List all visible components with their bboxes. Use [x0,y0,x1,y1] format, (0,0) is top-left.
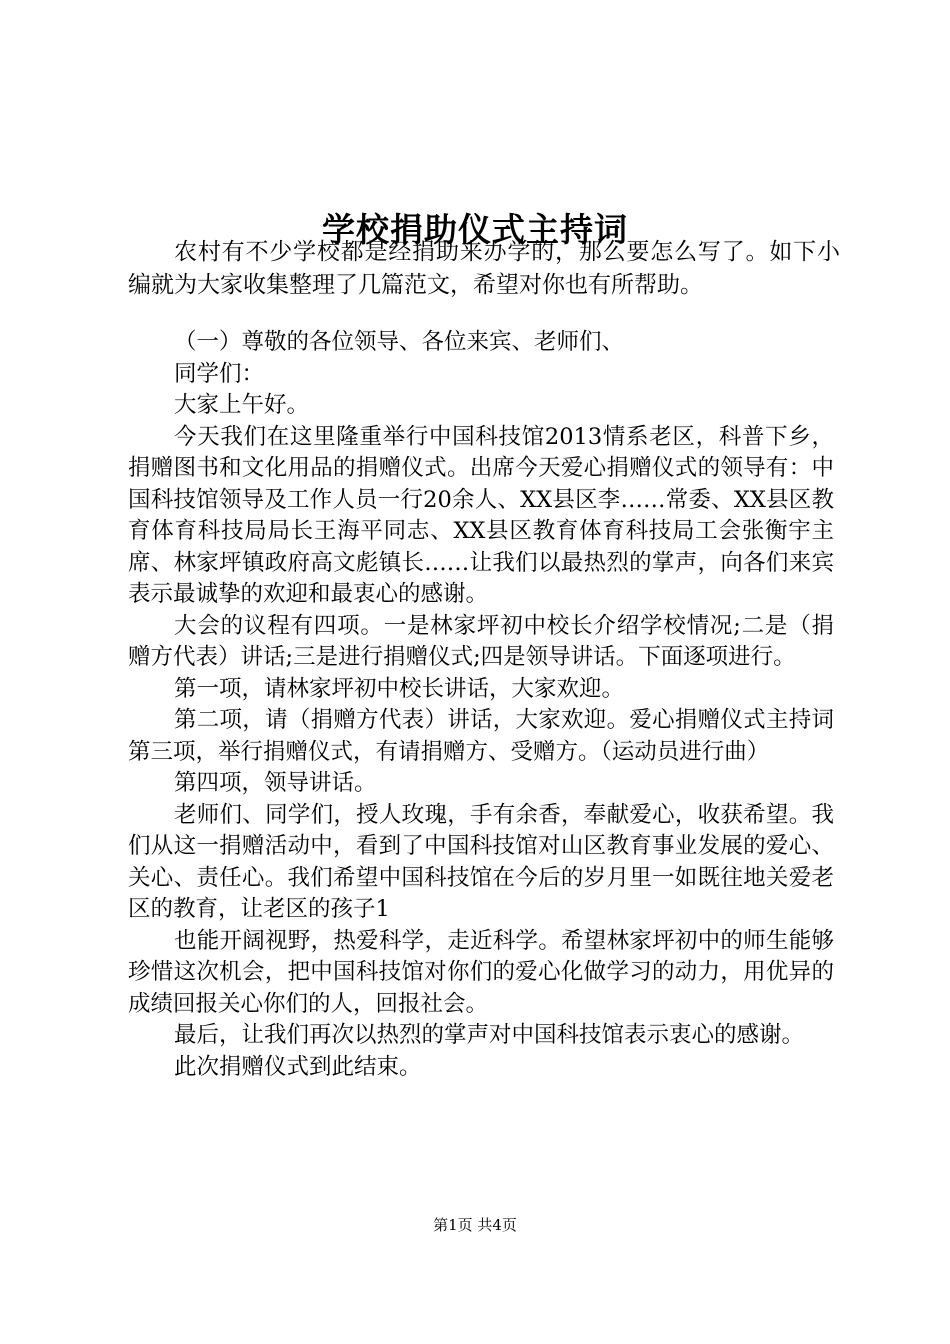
body-paragraph-10: 也能开阔视野，热爱科学，走近科学。希望林家坪初中的师生能够珍惜这次机会，把中国科技馆对你们的爱心化做学习的动力，用优异的成绩回报关心你们的人，回报社会。 [128,927,834,1017]
body-paragraph-2: 同学们： [174,360,265,387]
page-footer: 第1页 共4页 [433,1216,517,1234]
body-paragraph-12: 此次捐赠仪式到此结束。 [174,1053,422,1080]
intro-paragraph: 农村有不少学校都是经捐助来办学的，那么要怎么写了。如下小编就为大家收集整理了几篇范文，希望对你也有所帮助。 [128,239,840,298]
body-paragraph-11: 最后，让我们再次以热烈的掌声对中国科技馆表示衷心的感谢。 [174,1022,805,1048]
body-paragraph-8: 第四项，领导讲话。 [174,770,377,796]
body-paragraph-1: （一）尊敬的各位领导、各位来宾、老师们、 [174,329,625,355]
document-body [128,327,834,1083]
body-paragraph-6: 第一项，请林家坪初中校长讲话，大家欢迎。 [174,675,625,702]
body-paragraph-5: 大会的议程有四项。一是林家坪初中校长介绍学校情况;二是（捐赠方代表）讲话;三是进行捐赠仪式;四是领导讲话。下面逐项进行。 [128,612,834,670]
body-paragraph-3: 大家上午好。 [174,392,310,418]
body-paragraph-9: 老师们、同学们，授人玫瑰，手有余香，奉献爱心，收获希望。我们从这一捐赠活动中，看到了中国科技馆对山区教育事业发展的爱心、关心、责任心。我们希望中国科技馆在今后的岁月里一如既往地关爱老区的教育，让老区的孩子1 [128,801,834,922]
document-title: 学校捐助仪式主持词 [322,210,628,250]
body-paragraph-4: 今天我们在这里隆重举行中国科技馆2013情系老区，科普下乡，捐赠图书和文化用品的捐赠仪式。出席今天爱心捐赠仪式的领导有：中国科技馆领导及工作人员一行20余人、XX县区李……常委、XX县区教育体育科技局局长王海平同志、XX县区教育体育科技局工会张衡宇主席、林家坪镇政府高文彪镇长……让我们以最热烈的掌声，向各们来宾表示最诚挚的欢迎和最衷心的感谢。 [128,423,834,607]
intro-section [128,236,840,302]
body-paragraph-7: 第二项，请（捐赠方代表）讲话，大家欢迎。爱心捐赠仪式主持词第三项，举行捐赠仪式，有请捐赠方、受赠方。（运动员进行曲） [128,707,834,765]
